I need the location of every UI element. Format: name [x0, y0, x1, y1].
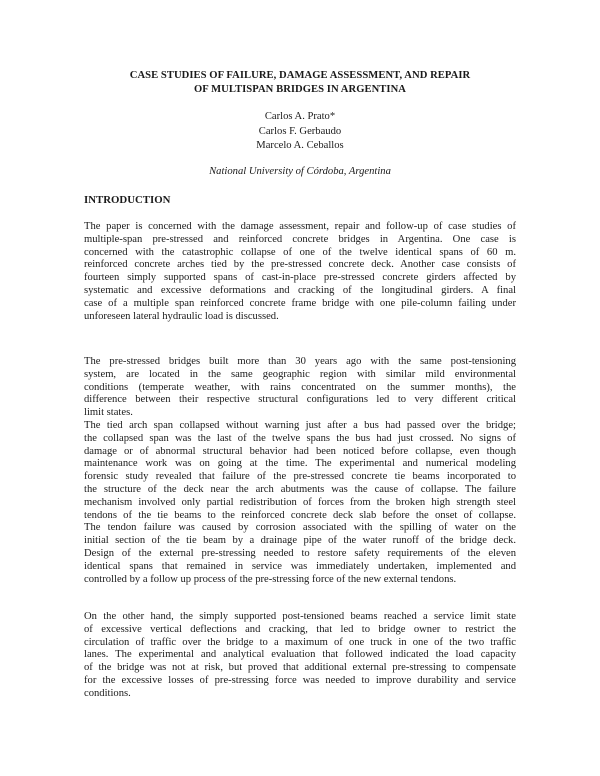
text-line: multiple-span pre-stressed and reinforced concrete bridges in Argentina. One case is	[84, 233, 516, 245]
body-paragraph	[84, 221, 516, 323]
body-paragraph	[84, 420, 516, 586]
text-line: tendons of the tie beams to the reinforced concrete deck slab before the onset of collapse.	[84, 509, 516, 521]
text-line: case of a multiple span reinforced concrete frame bridge with one pile-column failing under	[84, 297, 516, 309]
text-line: for the excessive losses of pre-stressing force was needed to improve durability and service	[84, 674, 516, 686]
author-name: Carlos A. Prato*	[264, 111, 336, 122]
text-line: the structure of the deck near the arch abutments was the cause of collapse. The failure	[84, 483, 516, 495]
text-line: Design of the external pre-stressing needed to restore safety requirements of the eleven	[84, 547, 516, 559]
body-paragraph	[84, 611, 516, 701]
title-line-1: CASE STUDIES OF FAILURE, DAMAGE ASSESSMENT, AND REPAIR	[129, 70, 471, 81]
text-line: mechanism involved only partial redistribution of forces from the broken high strength steel	[84, 496, 516, 508]
text-line: maintenance work was on going at the time. The experimental and numerical modeling	[84, 458, 516, 470]
text-line: reinforced concrete arches tied by the pre-stressed concrete deck. Another case consists of	[84, 259, 516, 271]
text-line: fourteen simply supported spans of cast-in-place pre-stressed concrete girders affected by	[84, 272, 516, 284]
body-paragraph	[84, 356, 516, 420]
text-line: system, are located in the same geographic region with similar mild environmental	[84, 368, 516, 380]
text-line: conditions.	[84, 687, 131, 699]
text-line: damage or of abnormal structural behavior had been noticed before collapse, even though	[84, 445, 516, 457]
text-line: On the other hand, the simply supported post-tensioned beams reached a service limit state	[84, 611, 516, 622]
author-name: Carlos F. Gerbaudo	[258, 125, 342, 137]
paper-title	[60, 69, 540, 97]
text-line: of the bridge was not at risk, but proved that additional external pre-stressing to compensate	[84, 662, 516, 674]
text-line: of excessive vertical deflections and cracking, that led to bridge owner to restrict the	[84, 623, 516, 635]
text-line: unforeseen lateral hydraulic load is discussed.	[84, 310, 279, 322]
text-line: forensic study revealed that failure of the pre-stressed concrete tie beams incorporated to	[84, 471, 516, 483]
text-line: The tendon failure was caused by corrosion associated with the spilling of water on the	[84, 522, 516, 534]
text-line: The paper is concerned with the damage assessment, repair and follow-up of case studies of	[84, 221, 516, 232]
text-line: difference between their respective structural configurations led to very different critical	[84, 394, 516, 406]
text-line: concerned with the catastrophic collapse of one of the twelve identical spans of 60 m.	[84, 246, 516, 258]
text-line: systematic and excessive deformations and cracking of the longitudinal girders. A final	[84, 284, 516, 296]
text-line: the collapsed span was the last of the twelve spans the bus had just crossed. No signs of	[84, 432, 516, 444]
text-line: limit states.	[84, 407, 133, 419]
text-line: circulation of traffic over the bridge to a maximum of one truck in one of the two traffic	[84, 636, 516, 648]
text-line: initial section of the tie beam by a drainage pipe of the water runoff of the bridge deck.	[84, 535, 516, 547]
text-line: The tied arch span collapsed without warning just after a bus had passed over the bridge;	[84, 420, 516, 431]
text-line: lanes. The experimental and analytical evaluation that followed indicated the load capacity	[84, 649, 516, 661]
title-line-2: OF MULTISPAN BRIDGES IN ARGENTINA	[194, 84, 406, 95]
affiliation: National University of Córdoba, Argentina	[209, 166, 391, 177]
author-name: Marcelo A. Ceballos	[256, 140, 344, 152]
text-line: conditions (temperate weather, with rains concentrated on the summer months), the	[84, 381, 516, 393]
text-line: identical spans that remained in service was immediately undertaken, implemented and	[84, 560, 516, 572]
text-line: The pre-stressed bridges built more than 30 years ago with the same post-tensioning	[84, 356, 516, 367]
text-line: controlled by a follow up process of the pre-stressing force of the new external tendons.	[84, 573, 457, 585]
author-list	[100, 110, 500, 154]
section-heading: INTRODUCTION	[84, 194, 171, 206]
